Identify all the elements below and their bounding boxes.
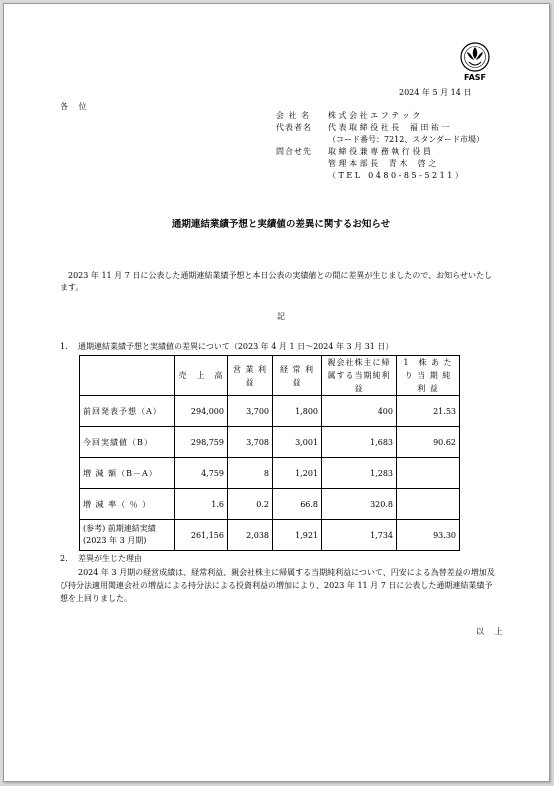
table-cell: 3,708 (228, 427, 273, 458)
table-cell: 1,683 (322, 427, 397, 458)
header-cell: 1 株 あ た り 当 期 純 利 益 (397, 356, 460, 396)
table-cell: 21.53 (397, 396, 460, 427)
table-cell: 0.2 (228, 489, 273, 520)
contact-line-1: 取 締 役 兼 専 務 執 行 役 員 (328, 147, 431, 156)
table-cell: 3,001 (273, 427, 322, 458)
header-blank-cell (80, 356, 175, 396)
table-cell (397, 489, 460, 520)
table-cell: 1.6 (175, 489, 228, 520)
table-row (80, 520, 460, 551)
representative-label: 代表者名 (276, 123, 312, 132)
table-cell: 261,156 (175, 520, 228, 551)
document-title: 通期連結業績予想と実績値の差異に関するお知らせ (171, 219, 391, 230)
company-label: 会 社 名 (276, 111, 311, 120)
issue-date: 2024 年 5 月 14 日 (399, 88, 472, 97)
company-name: 株 式 会 社 エ フ テ ッ ク (328, 111, 421, 120)
sender-block (276, 110, 484, 182)
section-2-number: 2. (60, 554, 68, 563)
row-label: 前回発表予想（A） (80, 396, 175, 427)
section-2-body: 2024 年 3 月期の経営成績は、経常利益、親会社株主に帰属する当期純利益について、円安による為替差益の増加及び持分法適用関連会社の増益による持分法による投資利益の増加により、2023 年 11 月 7 日に公表した通期連結業績予想を上回りました。 (60, 568, 495, 603)
header-cell: 営 業 利 益 (228, 356, 273, 396)
table-cell: 1,201 (273, 458, 322, 489)
table-cell: 1,283 (322, 458, 397, 489)
row-label: 増 減 率（ ％ ） (80, 489, 175, 520)
row-label: (参考) 前期連結実績 (2023 年 3 月期) (80, 520, 175, 551)
table-row (80, 458, 460, 489)
table-cell: 1,921 (273, 520, 322, 551)
section-1-number: 1. (60, 342, 68, 351)
table-row (80, 427, 460, 458)
stock-code: （コード番号：7212、スタンダード市場） (328, 135, 485, 144)
table-cell: 320.8 (322, 489, 397, 520)
table-cell: 93.30 (397, 520, 460, 551)
closing-mark: 以 上 (476, 627, 507, 636)
table-cell: 66.8 (273, 489, 322, 520)
header-cell: 親会社株主に帰属する当期純利益 (322, 356, 397, 396)
header-cell: 売 上 高 (175, 356, 228, 396)
table-cell: 3,700 (228, 396, 273, 427)
addressee: 各 位 (60, 102, 91, 111)
contact-line-2: 管 理 本 部 長 青 木 啓 之 (328, 159, 437, 168)
document-page (3, 3, 550, 782)
table-row (80, 489, 460, 520)
table-row (80, 396, 460, 427)
table-cell: 298,759 (175, 427, 228, 458)
contact-label: 問合せ先 (276, 147, 312, 156)
table-cell (397, 458, 460, 489)
section-2-heading (60, 553, 142, 564)
table-cell: 294,000 (175, 396, 228, 427)
header-cell: 経 常 利 益 (273, 356, 322, 396)
contact-tel: （ T E L 0 4 8 0 - 8 5 - 5 2 1 1 ） (328, 171, 463, 180)
row-label: 増 減 額（B－A） (80, 458, 175, 489)
section-2-title: 差異が生じた理由 (78, 554, 142, 563)
table-cell: 1,734 (322, 520, 397, 551)
forecast-vs-actual-table (79, 355, 460, 551)
table-header-row (80, 356, 460, 396)
ki-marker: 記 (277, 312, 285, 321)
table-cell: 2,038 (228, 520, 273, 551)
table-cell: 400 (322, 396, 397, 427)
table-cell: 8 (228, 458, 273, 489)
representative-name: 代 表 取 締 役 社 長 福 田 祐 一 (328, 123, 450, 132)
section-1-title: 通期連結業績予想と実績値の差異について（2023 年 4 月 1 日～2024 年 3 月 31 日） (78, 342, 394, 351)
intro-paragraph: 2023 年 11 月 7 日に公表した通期連結業績予想と本日公表の実績値との間に差異が生じましたので、お知らせいたします。 (60, 271, 492, 292)
row-label: 今回実績値（B） (80, 427, 175, 458)
table-cell: 90.62 (397, 427, 460, 458)
table-cell: 1,800 (273, 396, 322, 427)
table-cell: 4,759 (175, 458, 228, 489)
section-1-heading (60, 341, 393, 352)
logo-text: FASF (464, 73, 486, 82)
fasf-logo (457, 42, 493, 84)
